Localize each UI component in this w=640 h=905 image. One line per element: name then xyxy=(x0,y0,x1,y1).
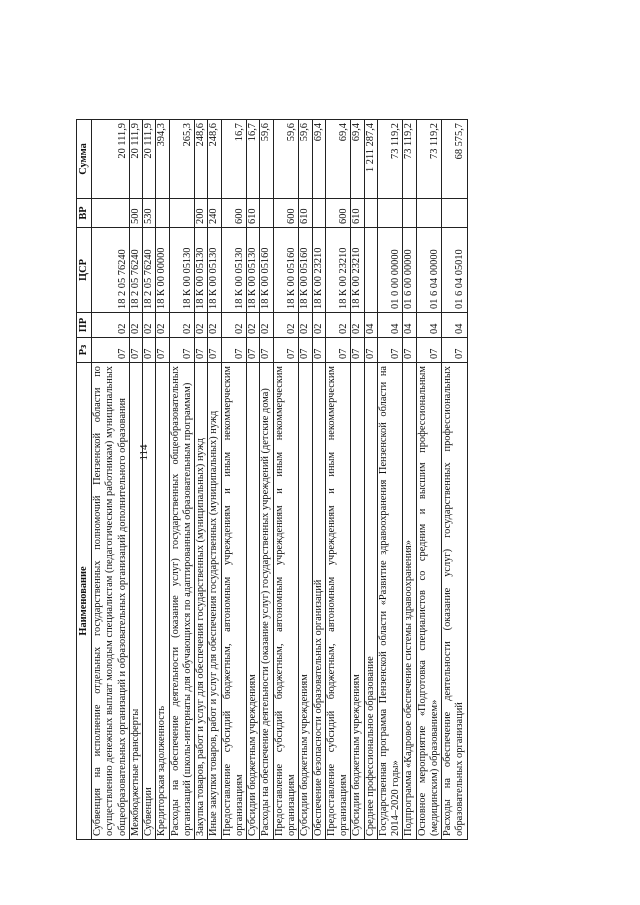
table-row xyxy=(208,120,221,840)
cell-name: Подпрограмма «Кадровое обеспечение системы здравоохранения» xyxy=(403,363,416,840)
cell-csr: 01 6 00 00000 xyxy=(403,228,416,313)
cell-rz: 07 xyxy=(195,338,208,363)
cell-vr: 600 xyxy=(273,199,299,228)
cell-pr: 04 xyxy=(377,313,403,338)
table-row xyxy=(156,120,169,840)
cell-name: Кредиторская задолженность xyxy=(156,363,169,840)
cell-sum: 16,7 xyxy=(221,120,247,199)
cell-rz: 07 xyxy=(416,338,442,363)
table-row xyxy=(221,120,247,840)
cell-vr xyxy=(92,199,130,228)
cell-rz: 07 xyxy=(169,338,195,363)
cell-pr: 02 xyxy=(260,313,273,338)
cell-csr: 18 К 00 05130 xyxy=(208,228,221,313)
cell-rz: 07 xyxy=(442,338,468,363)
cell-pr: 02 xyxy=(143,313,156,338)
table-row xyxy=(325,120,351,840)
cell-pr: 02 xyxy=(351,313,364,338)
cell-sum: 73 119,2 xyxy=(403,120,416,199)
cell-name: Закупка товаров, работ и услуг для обеспечения государственных (муниципальных) нужд xyxy=(195,363,208,840)
cell-name: Предоставление субсидий бюджетным, автономным учреждениям и иным некоммерческим организациям xyxy=(325,363,351,840)
cell-rz: 07 xyxy=(156,338,169,363)
table-row xyxy=(351,120,364,840)
cell-vr: 530 xyxy=(143,199,156,228)
cell-vr xyxy=(169,199,195,228)
cell-rz: 07 xyxy=(260,338,273,363)
page-number: 114 xyxy=(138,444,150,461)
header-name: Наименование xyxy=(77,363,92,840)
table-row xyxy=(403,120,416,840)
cell-csr: 18 К 00 05130 xyxy=(221,228,247,313)
cell-sum: 1 211 287,4 xyxy=(364,120,377,199)
cell-vr xyxy=(260,199,273,228)
cell-name: Предоставление субсидий бюджетным, автономным учреждениям и иным некоммерческим организациям xyxy=(221,363,247,840)
table-row xyxy=(247,120,260,840)
cell-csr: 18 К 00 23210 xyxy=(312,228,325,313)
cell-vr xyxy=(377,199,403,228)
cell-name: Предоставление субсидий бюджетным, автономным учреждениям и иным некоммерческим организациям xyxy=(273,363,299,840)
table-row xyxy=(260,120,273,840)
cell-name: Расходы на обеспечение деятельности (оказание услуг) государственных учреждений (детские дома) xyxy=(260,363,273,840)
cell-sum: 20 111,9 xyxy=(143,120,156,199)
cell-rz: 07 xyxy=(299,338,312,363)
table-row xyxy=(169,120,195,840)
cell-pr: 02 xyxy=(299,313,312,338)
cell-pr: 02 xyxy=(247,313,260,338)
cell-pr: 02 xyxy=(169,313,195,338)
cell-vr: 500 xyxy=(129,199,142,228)
cell-sum: 394,3 xyxy=(156,120,169,199)
cell-sum: 20 111,9 xyxy=(92,120,130,199)
cell-csr: 01 6 04 05010 xyxy=(442,228,468,313)
table-row xyxy=(416,120,442,840)
cell-pr: 02 xyxy=(208,313,221,338)
cell-vr: 600 xyxy=(325,199,351,228)
cell-vr xyxy=(156,199,169,228)
cell-rz: 07 xyxy=(143,338,156,363)
cell-pr: 04 xyxy=(364,313,377,338)
cell-pr: 02 xyxy=(273,313,299,338)
cell-rz: 07 xyxy=(351,338,364,363)
table-row xyxy=(195,120,208,840)
cell-name: Субсидии бюджетным учреждениям xyxy=(247,363,260,840)
cell-csr: 18 К 00 23210 xyxy=(351,228,364,313)
cell-sum: 68 575,7 xyxy=(442,120,468,199)
cell-sum: 69,4 xyxy=(325,120,351,199)
cell-vr xyxy=(403,199,416,228)
cell-name: Среднее профессиональное образование xyxy=(364,363,377,840)
cell-vr: 610 xyxy=(247,199,260,228)
table-row xyxy=(92,120,130,840)
cell-name: Расходы на обеспечение деятельности (оказание услуг) государственных общеобразовательных организаций (школы-интернаты для обучающихся по адаптированным образовательным программам) xyxy=(169,363,195,840)
cell-pr: 04 xyxy=(403,313,416,338)
cell-csr: 18 К 00 00000 xyxy=(156,228,169,313)
cell-csr: 18 2 05 76240 xyxy=(129,228,142,313)
cell-sum: 73 119,2 xyxy=(377,120,403,199)
budget-table xyxy=(76,119,468,840)
header-csr: ЦСР xyxy=(77,228,92,313)
cell-name: Расходы на обеспечение деятельности (оказание услуг) государственных профессиональных образовательных организаций xyxy=(442,363,468,840)
table-row xyxy=(377,120,403,840)
cell-pr: 02 xyxy=(312,313,325,338)
cell-vr: 200 xyxy=(195,199,208,228)
cell-pr: 02 xyxy=(325,313,351,338)
cell-sum: 248,6 xyxy=(208,120,221,199)
cell-rz: 07 xyxy=(208,338,221,363)
table-header-row xyxy=(77,120,92,840)
table-row xyxy=(129,120,142,840)
header-pr: ПР xyxy=(77,313,92,338)
table-row xyxy=(312,120,325,840)
cell-pr: 04 xyxy=(416,313,442,338)
cell-pr: 02 xyxy=(129,313,142,338)
cell-sum: 20 111,9 xyxy=(129,120,142,199)
table-row xyxy=(273,120,299,840)
cell-csr: 18 К 00 05160 xyxy=(273,228,299,313)
cell-rz: 07 xyxy=(92,338,130,363)
cell-rz: 07 xyxy=(364,338,377,363)
cell-name: Иные закупки товаров, работ и услуг для обеспечения государственных (муниципальных) нужд xyxy=(208,363,221,840)
cell-rz: 07 xyxy=(221,338,247,363)
cell-vr xyxy=(442,199,468,228)
cell-name: Основное мероприятие «Подготовка специалистов со средним и высшим профессиональным (медицинским) образованием» xyxy=(416,363,442,840)
cell-name: Субвенции xyxy=(143,363,156,840)
cell-name: Государственная программа Пензенской области «Развитие здравоохранения Пензенской области на 2014–2020 годы» xyxy=(377,363,403,840)
cell-csr: 18 2 05 76240 xyxy=(92,228,130,313)
table-body xyxy=(92,120,468,840)
table-row xyxy=(364,120,377,840)
cell-csr: 18 К 00 05160 xyxy=(260,228,273,313)
cell-name: Межбюджетные трансферты xyxy=(129,363,142,840)
header-sum: Сумма xyxy=(77,120,92,199)
header-vr: ВР xyxy=(77,199,92,228)
cell-rz: 07 xyxy=(129,338,142,363)
cell-vr xyxy=(312,199,325,228)
cell-csr: 18 К 00 05130 xyxy=(169,228,195,313)
table-row xyxy=(442,120,468,840)
cell-csr xyxy=(364,228,377,313)
cell-rz: 07 xyxy=(325,338,351,363)
cell-rz: 07 xyxy=(273,338,299,363)
cell-pr: 02 xyxy=(92,313,130,338)
cell-csr: 01 6 04 00000 xyxy=(416,228,442,313)
cell-sum: 73 119,2 xyxy=(416,120,442,199)
cell-vr: 610 xyxy=(351,199,364,228)
cell-rz: 07 xyxy=(377,338,403,363)
cell-vr: 600 xyxy=(221,199,247,228)
cell-vr: 240 xyxy=(208,199,221,228)
cell-csr: 18 К 00 05160 xyxy=(299,228,312,313)
cell-csr: 18 К 00 05130 xyxy=(247,228,260,313)
cell-csr: 01 0 00 00000 xyxy=(377,228,403,313)
table-row xyxy=(143,120,156,840)
cell-vr: 610 xyxy=(299,199,312,228)
cell-name: Субвенция на исполнение отдельных государственных полномочий Пензенской области по осуществлению денежных выплат молодым специалистам (педагогическим работникам) муниципальных общеобразовательных организаций и образовательных организаций дополнительного образования xyxy=(92,363,130,840)
cell-name: Обеспечение безопасности образовательных организаций xyxy=(312,363,325,840)
cell-sum: 248,6 xyxy=(195,120,208,199)
cell-csr: 18 К 00 05130 xyxy=(195,228,208,313)
cell-pr: 02 xyxy=(221,313,247,338)
cell-sum: 59,6 xyxy=(260,120,273,199)
cell-sum: 69,4 xyxy=(351,120,364,199)
cell-rz: 07 xyxy=(312,338,325,363)
header-rz: Рз xyxy=(77,338,92,363)
cell-rz: 07 xyxy=(403,338,416,363)
cell-rz: 07 xyxy=(247,338,260,363)
cell-sum: 59,6 xyxy=(299,120,312,199)
cell-csr: 18 2 05 76240 xyxy=(143,228,156,313)
cell-name: Субсидии бюджетным учреждениям xyxy=(299,363,312,840)
cell-sum: 69,4 xyxy=(312,120,325,199)
table-row xyxy=(299,120,312,840)
cell-pr: 02 xyxy=(156,313,169,338)
cell-sum: 59,6 xyxy=(273,120,299,199)
cell-csr: 18 К 00 23210 xyxy=(325,228,351,313)
cell-sum: 16,7 xyxy=(247,120,260,199)
cell-vr xyxy=(416,199,442,228)
cell-vr xyxy=(364,199,377,228)
cell-name: Субсидии бюджетным учреждениям xyxy=(351,363,364,840)
cell-pr: 04 xyxy=(442,313,468,338)
cell-pr: 02 xyxy=(195,313,208,338)
cell-sum: 265,3 xyxy=(169,120,195,199)
